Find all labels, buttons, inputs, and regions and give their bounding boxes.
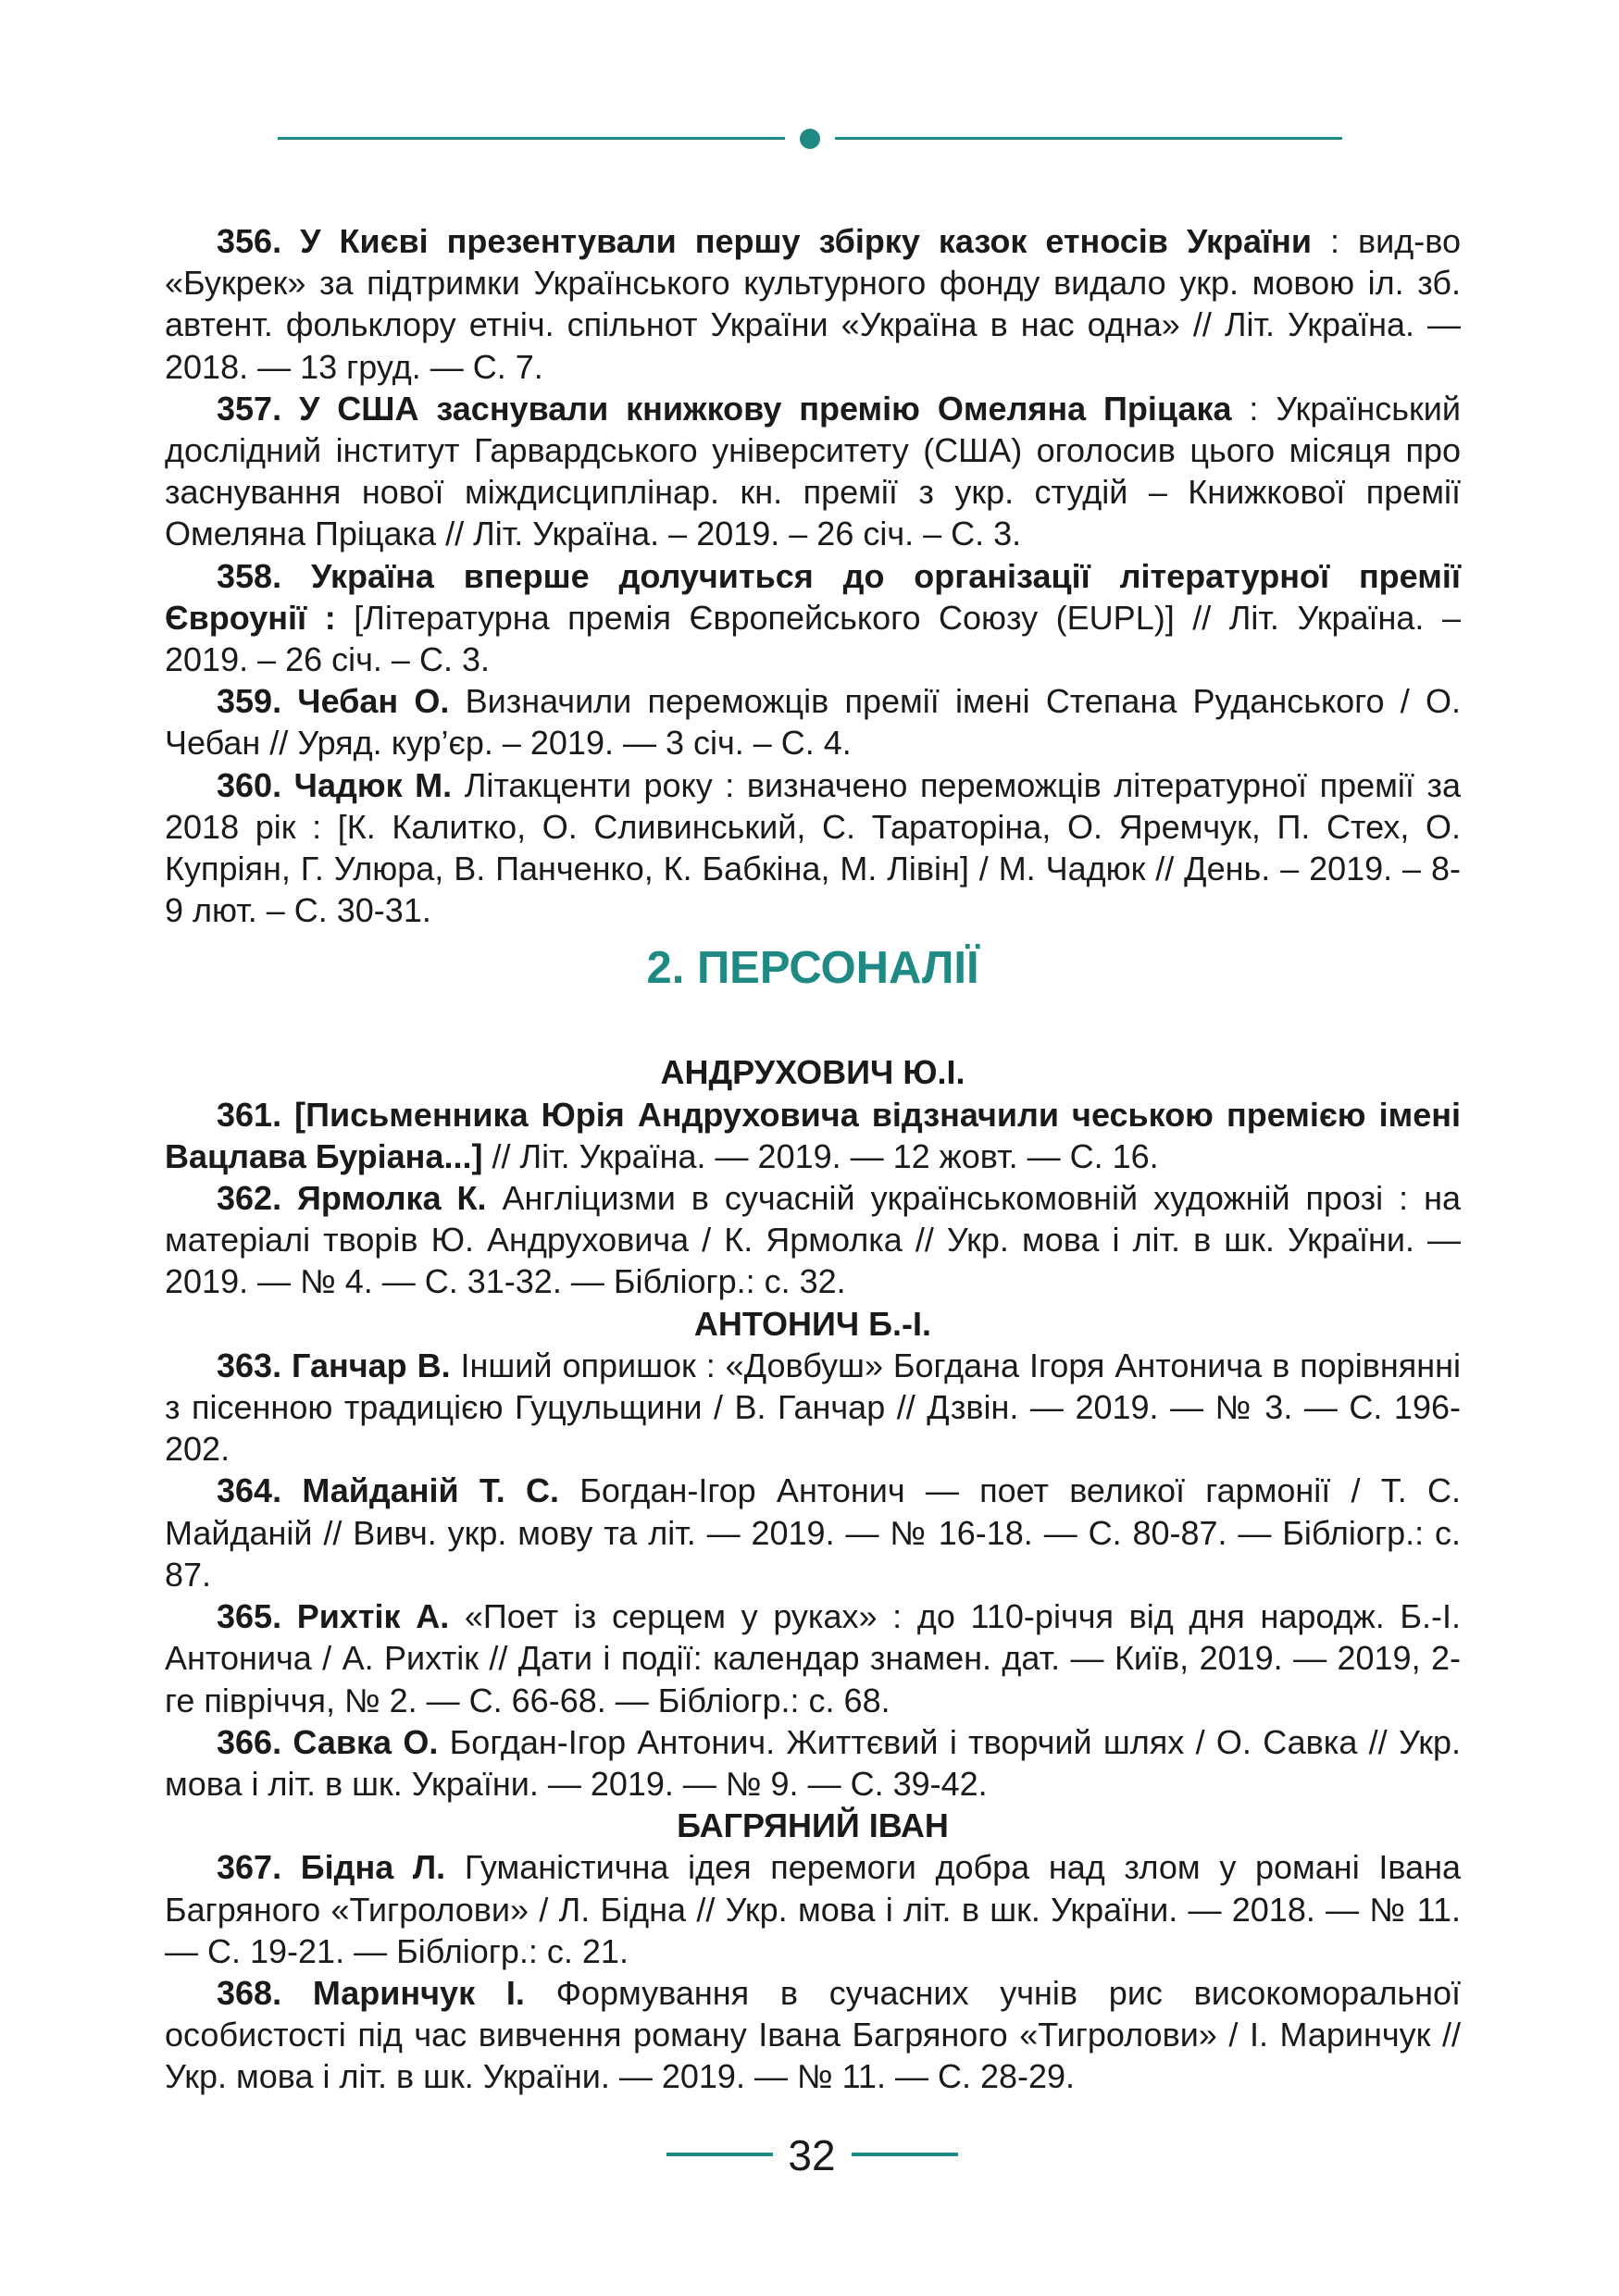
page-number: 32 <box>788 2131 836 2179</box>
bibliography-entry: 360. Чадюк М. Літакценти року : визначено переможців літературної премії за 2018 рік : [К. Калитко, О. Сливинський, С. Тараторіна, О. Яремчук, П. Стех, О. Купріян, Г. Улюра, В. Панченко, К. Бабкіна, М. Лівін] / М. Чадюк // День. – 2019. – 8-9 лют. – С. 30-31. <box>165 765 1461 930</box>
bibliography-entry: 358. Україна вперше долучиться до організації літературної премії Євроунії : [Літературна премія Європейського Союзу (EUPL)] // Літ. Україна. – 2019. – 26 січ. – С. 3. <box>165 556 1461 679</box>
bibliography-entry: 363. Ганчар В. Інший опришок : «Довбуш» Богдана Ігоря Антонича в порівнянні з пісенною традицією Гуцульщини / В. Ганчар // Дзвін. — 2019. — № 3. — С. 196-202. <box>165 1346 1461 1469</box>
footer-rule-right <box>852 2153 958 2156</box>
bibliography-entry: 364. Майданій Т. С. Богдан-Ігор Антонич — поет великої гармонії / Т. С. Майданій // Вивч. укр. мову та літ. — 2019. — № 16-18. — С. 80-87. — Бібліогр.: с. 87. <box>165 1471 1461 1594</box>
author-group-bahrianyi <box>165 1805 1461 2097</box>
author-heading: АНДРУХОВИЧ Ю.І. <box>660 1053 965 1092</box>
bibliography-entry: 361. [Письменника Юрія Андруховича відзначили чеською премією імені Вацлава Буріана...] // Літ. Україна. — 2019. — 12 жовт. — С. 16. <box>165 1095 1461 1175</box>
bibliography-entry: 357. У США заснували книжкову премію Омеляна Пріцака : Український дослідний інститут Гарвардського університету (США) оголосив цього місяця про заснування нової міждисциплінар. кн. премії з укр. студій – Книжкової премії Омеляна Пріцака // Літ. Україна. – 2019. – 26 січ. – С. 3. <box>165 389 1461 553</box>
page-content <box>165 220 1461 2098</box>
bibliography-entry: 359. Чебан О. Визначили переможців премії імені Степана Руданського / О. Чебан // Уряд. кур’єр. – 2019. — 3 січ. – С. 4. <box>165 682 1461 763</box>
header-rule-left <box>278 137 785 140</box>
header-dot <box>800 129 820 149</box>
author-heading: БАГРЯНИЙ ІВАН <box>677 1806 949 1845</box>
bibliography-entry: 362. Ярмолка К. Англіцизми в сучасній українськомовній художній прозі : на матеріалі творів Ю. Андруховича / К. Ярмолка // Укр. мова і літ. в шк. України. — 2019. — № 4. — С. 31-32. — Бібліогр.: с. 32. <box>165 1179 1461 1301</box>
header-ornament <box>278 132 1342 145</box>
bibliography-entry: 356. У Києві презентували першу збірку казок етносів України : вид-во «Букрек» за підтримки Українського культурного фонду видало укр. мовою іл. зб. автент. фольклору етніч. спільнот України «Україна в нас одна» // Літ. Україна. — 2018. — 13 груд. — С. 7. <box>165 222 1461 386</box>
entries-list <box>165 220 1461 931</box>
bibliography-entry: 365. Рихтік А. «Поет із серцем у руках» : до 110-річчя від дня народж. Б.-І. Антонича / А. Рихтік // Дати і події: календар знамен. дат. — Київ, 2019. — 2019, 2-ге півріччя, № 2. — С. 66-68. — Бібліогр.: с. 68. <box>165 1597 1461 1719</box>
author-heading: АНТОНИЧ Б.-І. <box>693 1304 932 1343</box>
footer-rule-left <box>666 2153 773 2156</box>
author-group-antonych <box>165 1303 1461 1805</box>
page-footer <box>666 2127 944 2178</box>
header-rule-right <box>835 137 1342 140</box>
bibliography-entry: 368. Маринчук І. Формування в сучасних учнів рис високоморальної особистості під час вивчення роману Івана Багряного «Тигролови» / І. Маринчук // Укр. мова і літ. в шк. України. — 2019. — № 11. — С. 28-29. <box>165 1973 1461 2096</box>
bibliography-entry: 366. Савка О. Богдан-Ігор Антонич. Життєвий і творчий шлях / О. Савка // Укр. мова і літ. в шк. України. — 2019. — № 9. — С. 39-42. <box>165 1722 1461 1803</box>
section-title: 2. ПЕРСОНАЛІЇ <box>646 943 979 994</box>
bibliography-entry: 367. Бідна Л. Гуманістична ідея перемоги добра над злом у романі Івана Багряного «Тигролови» / Л. Бідна // Укр. мова і літ. в шк. України. — 2018. — № 11. — С. 19-21. — Бібліогр.: с. 21. <box>165 1848 1461 1970</box>
author-group-andrukhovych <box>165 1051 1461 1302</box>
